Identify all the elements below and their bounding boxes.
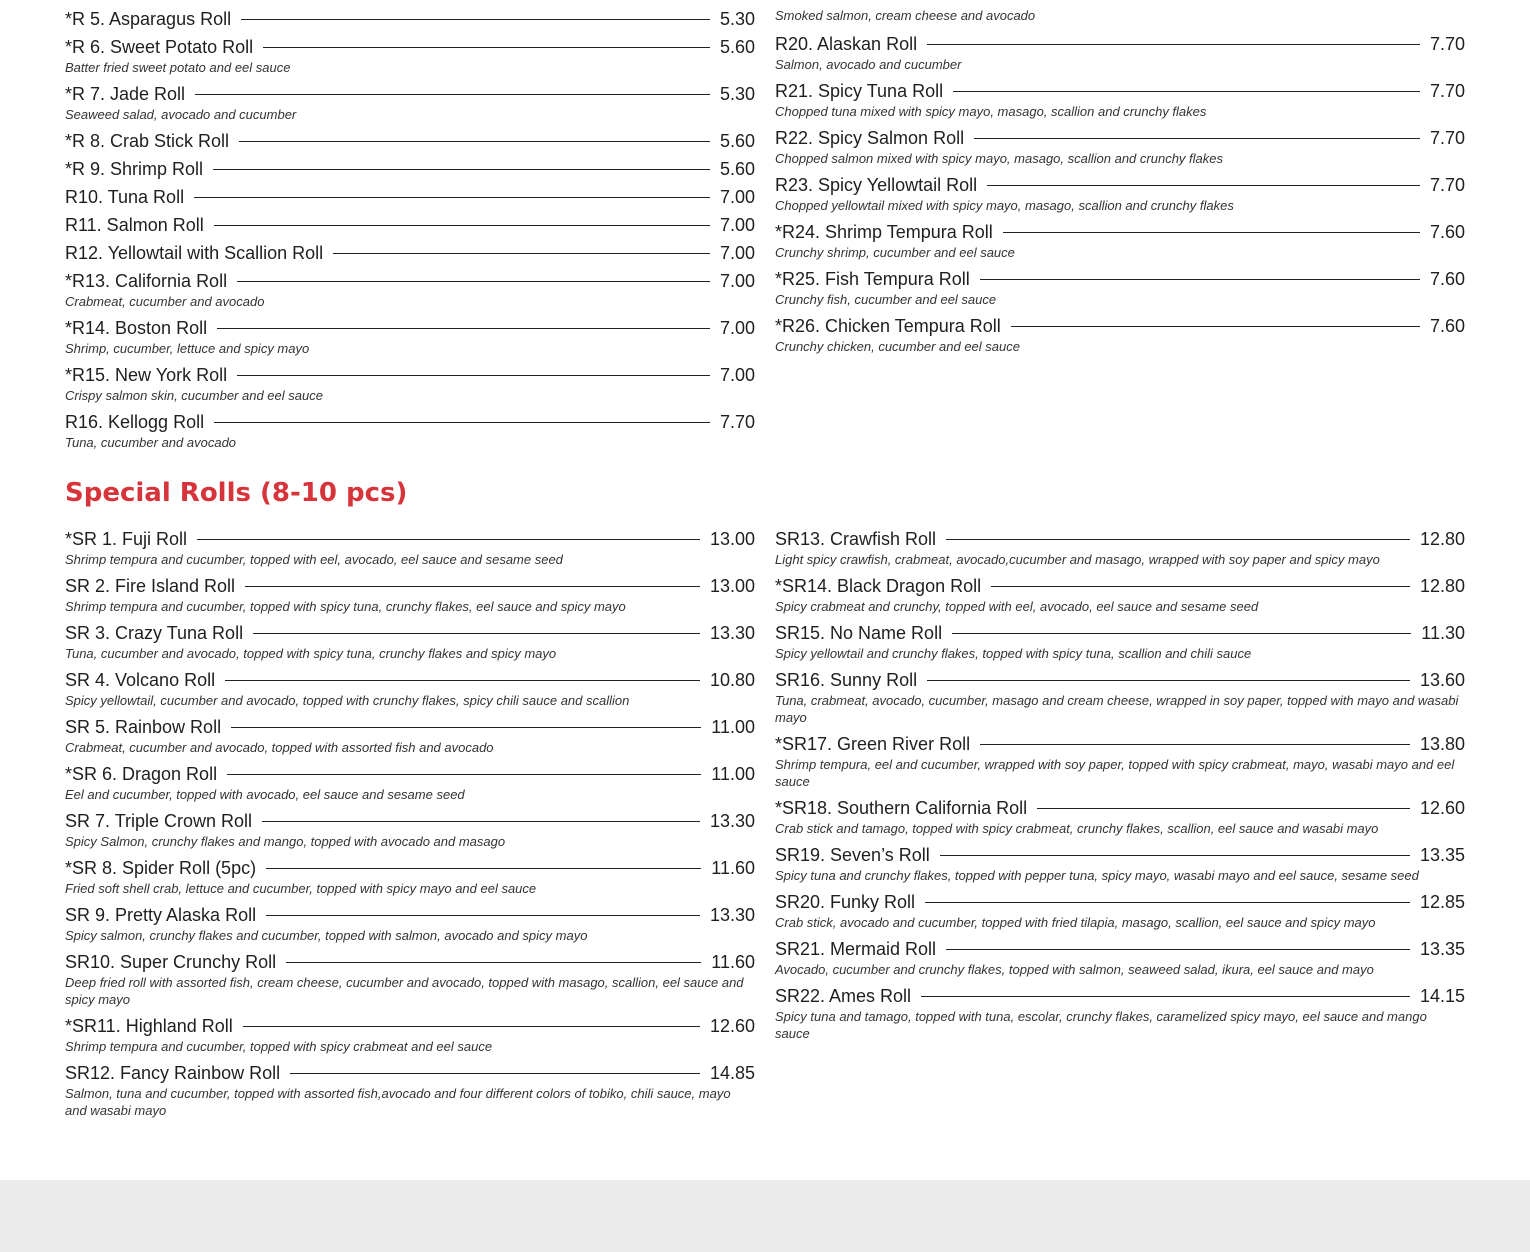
item-name: *SR17. Green River Roll [775, 733, 971, 754]
menu-item [65, 857, 755, 897]
item-description: Fried soft shell crab, lettuce and cucumber, topped with spicy mayo and eel sauce [65, 881, 537, 896]
dotted-leader [194, 197, 710, 198]
item-description: Crabmeat, cucumber and avocado [65, 294, 265, 309]
item-name: SR16. Sunny Roll [775, 669, 918, 690]
dotted-leader [197, 539, 700, 540]
dotted-leader [231, 727, 701, 728]
item-name: *R 9. Shrimp Roll [65, 158, 204, 179]
item-name: R16. Kellogg Roll [65, 411, 205, 432]
item-price: 13.00 [709, 575, 755, 596]
item-price: 11.60 [711, 857, 755, 878]
item-name: *SR 8. Spider Roll (5pc) [65, 857, 257, 878]
dotted-leader [946, 539, 1410, 540]
item-name: *R26. Chicken Tempura Roll [775, 315, 1001, 336]
item-price: 12.60 [709, 1015, 755, 1036]
item-name: SR20. Funky Roll [775, 891, 916, 912]
menu-item [775, 221, 1465, 261]
item-price: 12.85 [1419, 891, 1465, 912]
menu-item [775, 268, 1465, 308]
rolls-left-column [65, 8, 755, 458]
item-name: *SR 6. Dragon Roll [65, 763, 218, 784]
menu-item [775, 528, 1465, 568]
menu-item [65, 83, 755, 123]
item-price: 12.80 [1419, 575, 1465, 596]
item-name: *R 6. Sweet Potato Roll [65, 36, 254, 57]
item-price: 7.00 [719, 242, 755, 263]
item-price: 11.00 [711, 716, 755, 737]
item-price: 7.70 [1429, 127, 1465, 148]
menu-item [775, 127, 1465, 167]
item-price: 12.80 [1419, 528, 1465, 549]
item-name: SR 2. Fire Island Roll [65, 575, 236, 596]
item-description: Spicy yellowtail and crunchy flakes, topped with spicy tuna, scallion and chili sauce [775, 646, 1252, 661]
item-name: SR21. Mermaid Roll [775, 938, 937, 959]
item-price: 5.60 [719, 130, 755, 151]
menu-item [65, 575, 755, 615]
menu-item [775, 985, 1465, 1042]
item-name: SR15. No Name Roll [775, 622, 943, 643]
dotted-leader [266, 868, 701, 869]
menu-item [65, 186, 755, 208]
menu-item [775, 33, 1465, 73]
menu-item [65, 1062, 755, 1119]
item-description: Crunchy chicken, cucumber and eel sauce [775, 339, 1020, 354]
item-name: R23. Spicy Yellowtail Roll [775, 174, 978, 195]
menu-item [65, 270, 755, 310]
menu-item [65, 214, 755, 236]
item-description: Crunchy shrimp, cucumber and eel sauce [775, 245, 1015, 260]
item-description: Tuna, cucumber and avocado [65, 435, 237, 450]
item-name: *SR18. Southern California Roll [775, 797, 1028, 818]
menu-item [65, 242, 755, 264]
menu-item [775, 797, 1465, 837]
item-name: *SR 1. Fuji Roll [65, 528, 188, 549]
item-description: Chopped yellowtail mixed with spicy mayo, masago, scallion and crunchy flakes [775, 198, 1234, 213]
item-price: 7.70 [1429, 33, 1465, 54]
item-price: 14.85 [709, 1062, 755, 1083]
menu-item [775, 938, 1465, 978]
item-name: R22. Spicy Salmon Roll [775, 127, 965, 148]
item-price: 13.30 [709, 810, 755, 831]
menu-item [775, 575, 1465, 615]
dotted-leader [940, 855, 1410, 856]
menu-item [775, 174, 1465, 214]
dotted-leader [217, 328, 710, 329]
item-price: 7.70 [1429, 80, 1465, 101]
section-title-special-rolls: Special Rolls (8-10 pcs) [65, 478, 408, 508]
item-price: 13.35 [1419, 938, 1465, 959]
item-price: 13.60 [1419, 669, 1465, 690]
footer-band [0, 1180, 1530, 1252]
item-price: 13.30 [709, 622, 755, 643]
dotted-leader [214, 225, 710, 226]
item-name: *R14. Boston Roll [65, 317, 208, 338]
item-name: *SR11. Highland Roll [65, 1015, 233, 1036]
dotted-leader [980, 744, 1410, 745]
item-price: 7.70 [719, 411, 755, 432]
item-price: 7.00 [719, 317, 755, 338]
menu-item [775, 733, 1465, 790]
item-name: SR13. Crawfish Roll [775, 528, 937, 549]
item-price: 7.60 [1429, 268, 1465, 289]
dotted-leader [952, 633, 1411, 634]
dotted-leader [290, 1073, 700, 1074]
item-price: 13.30 [709, 904, 755, 925]
item-description: Tuna, cucumber and avocado, topped with spicy tuna, crunchy flakes and spicy mayo [65, 646, 557, 661]
item-price: 13.00 [709, 528, 755, 549]
item-description: Spicy tuna and crunchy flakes, topped with pepper tuna, spicy mayo, wasabi mayo and eel sauce, sesame seed [775, 868, 1419, 883]
special-left-column [65, 528, 755, 1126]
item-price: 7.60 [1429, 221, 1465, 242]
item-price: 14.15 [1419, 985, 1465, 1006]
dotted-leader [262, 821, 700, 822]
item-price: 5.60 [719, 158, 755, 179]
item-name: *R 8. Crab Stick Roll [65, 130, 230, 151]
item-description: Seaweed salad, avocado and cucumber [65, 107, 297, 122]
item-description: Spicy tuna and tamago, topped with tuna, escolar, crunchy flakes, caramelized spicy mayo, eel sauce and mango sauce [775, 1009, 1427, 1041]
item-price: 5.30 [719, 8, 755, 29]
dotted-leader [974, 138, 1420, 139]
item-name: SR 4. Volcano Roll [65, 669, 216, 690]
menu-item [775, 891, 1465, 931]
item-description: Spicy yellowtail, cucumber and avocado, topped with crunchy flakes, spicy chili sauce and scallion [65, 693, 630, 708]
item-name: SR19. Seven’s Roll [775, 844, 930, 865]
item-name: *R 7. Jade Roll [65, 83, 186, 104]
menu-item [775, 622, 1465, 662]
item-description: Spicy Salmon, crunchy flakes and mango, topped with avocado and masago [65, 834, 506, 849]
item-description: Deep fried roll with assorted fish, cream cheese, cucumber and avocado, topped with masago, scallion, eel sauce and spicy mayo [65, 975, 744, 1007]
item-price: 5.30 [719, 83, 755, 104]
item-name: SR10. Super Crunchy Roll [65, 951, 277, 972]
item-description: Shrimp tempura and cucumber, topped with eel, avocado, eel sauce and sesame seed [65, 552, 563, 567]
item-price: 7.00 [719, 186, 755, 207]
dotted-leader [946, 949, 1410, 950]
item-price: 7.00 [719, 364, 755, 385]
menu-item [775, 669, 1465, 726]
item-price: 10.80 [709, 669, 755, 690]
item-name: *R25. Fish Tempura Roll [775, 268, 970, 289]
dotted-leader [195, 94, 710, 95]
dotted-leader [245, 586, 700, 587]
item-name: R11. Salmon Roll [65, 214, 204, 235]
item-price: 13.35 [1419, 844, 1465, 865]
menu-item [65, 622, 755, 662]
item-name: SR 3. Crazy Tuna Roll [65, 622, 244, 643]
item-description: Salmon, avocado and cucumber [775, 57, 962, 72]
item-name: SR 7. Triple Crown Roll [65, 810, 253, 831]
dotted-leader [333, 253, 710, 254]
item-description: Salmon, tuna and cucumber, topped with assorted fish,avocado and four different colors of tobiko, chili sauce, mayo and wasabi mayo [65, 1086, 731, 1118]
menu-item [65, 951, 755, 1008]
menu-item [65, 8, 755, 30]
dotted-leader [253, 633, 700, 634]
dotted-leader [1003, 232, 1420, 233]
item-description: Chopped tuna mixed with spicy mayo, masago, scallion and crunchy flakes [775, 104, 1207, 119]
dotted-leader [927, 44, 1420, 45]
item-name: SR 5. Rainbow Roll [65, 716, 222, 737]
item-name: *R24. Shrimp Tempura Roll [775, 221, 993, 242]
menu-item [65, 411, 755, 451]
dotted-leader [263, 47, 710, 48]
item-price: 7.00 [719, 214, 755, 235]
dotted-leader [227, 774, 701, 775]
item-name: R20. Alaskan Roll [775, 33, 918, 54]
item-name: SR12. Fancy Rainbow Roll [65, 1062, 281, 1083]
item-description: Chopped salmon mixed with spicy mayo, masago, scallion and crunchy flakes [775, 151, 1223, 166]
item-name: R21. Spicy Tuna Roll [775, 80, 944, 101]
menu-item [65, 810, 755, 850]
item-description: Eel and cucumber, topped with avocado, eel sauce and sesame seed [65, 787, 465, 802]
dotted-leader [237, 375, 710, 376]
item-price: 5.60 [719, 36, 755, 57]
dotted-leader [980, 279, 1420, 280]
menu-item [65, 317, 755, 357]
item-description: Crab stick and tamago, topped with spicy crabmeat, crunchy flakes, scallion, eel sauce and wasabi mayo [775, 821, 1379, 836]
special-right-column [775, 528, 1465, 1049]
item-description: Spicy crabmeat and crunchy, topped with eel, avocado, eel sauce and sesame seed [775, 599, 1259, 614]
dotted-leader [243, 1026, 700, 1027]
dotted-leader [927, 680, 1410, 681]
dotted-leader [213, 169, 710, 170]
item-name: R10. Tuna Roll [65, 186, 185, 207]
item-price: 12.60 [1419, 797, 1465, 818]
item-description: Smoked salmon, cream cheese and avocado [775, 8, 1036, 23]
dotted-leader [987, 185, 1420, 186]
menu-item [65, 158, 755, 180]
menu-item [65, 528, 755, 568]
dotted-leader [1011, 326, 1420, 327]
rolls-right-column [775, 6, 1465, 362]
dotted-leader [921, 996, 1410, 997]
item-description: Avocado, cucumber and crunchy flakes, topped with salmon, seaweed salad, ikura, eel sauce and mayo [775, 962, 1374, 977]
menu-item [775, 80, 1465, 120]
menu-item [65, 130, 755, 152]
item-name: *R 5. Asparagus Roll [65, 8, 232, 29]
item-description: Batter fried sweet potato and eel sauce [65, 60, 291, 75]
dotted-leader [1037, 808, 1410, 809]
item-price: 7.70 [1429, 174, 1465, 195]
item-description: Crabmeat, cucumber and avocado, topped with assorted fish and avocado [65, 740, 494, 755]
menu-item [65, 364, 755, 404]
dotted-leader [953, 91, 1420, 92]
dotted-leader [241, 19, 710, 20]
dotted-leader [225, 680, 700, 681]
item-description: Tuna, crabmeat, avocado, cucumber, masago and cream cheese, wrapped in soy paper, topped with mayo and wasabi mayo [775, 693, 1459, 725]
item-price: 11.30 [1421, 622, 1465, 643]
item-price: 7.00 [719, 270, 755, 291]
item-price: 13.80 [1419, 733, 1465, 754]
item-name: *R15. New York Roll [65, 364, 228, 385]
menu-item [65, 1015, 755, 1055]
item-description: Light spicy crawfish, crabmeat, avocado,cucumber and masago, wrapped with soy paper and spicy mayo [775, 552, 1380, 567]
item-description: Crunchy fish, cucumber and eel sauce [775, 292, 997, 307]
dotted-leader [266, 915, 700, 916]
dotted-leader [991, 586, 1410, 587]
item-description: Crispy salmon skin, cucumber and eel sauce [65, 388, 323, 403]
item-name: *R13. California Roll [65, 270, 228, 291]
dotted-leader [214, 422, 710, 423]
menu-item [775, 844, 1465, 884]
dotted-leader [237, 281, 710, 282]
item-name: SR 9. Pretty Alaska Roll [65, 904, 257, 925]
menu-item [65, 763, 755, 803]
menu-item [775, 315, 1465, 355]
item-name: SR22. Ames Roll [775, 985, 912, 1006]
menu-item [65, 716, 755, 756]
item-description: Crab stick, avocado and cucumber, topped with fried tilapia, masago, scallion, eel sauce and spicy mayo [775, 915, 1376, 930]
item-description: Spicy salmon, crunchy flakes and cucumber, topped with salmon, avocado and spicy mayo [65, 928, 588, 943]
item-price: 11.60 [711, 951, 755, 972]
item-price: 11.00 [711, 763, 755, 784]
dotted-leader [239, 141, 710, 142]
item-description: Shrimp tempura and cucumber, topped with spicy tuna, crunchy flakes, eel sauce and spicy mayo [65, 599, 626, 614]
dotted-leader [925, 902, 1410, 903]
item-description: Shrimp tempura and cucumber, topped with spicy crabmeat and eel sauce [65, 1039, 493, 1054]
menu-item [65, 904, 755, 944]
item-price: 7.60 [1429, 315, 1465, 336]
menu-item [65, 36, 755, 76]
item-name: R12. Yellowtail with Scallion Roll [65, 242, 324, 263]
item-description: Shrimp tempura, eel and cucumber, wrapped with soy paper, topped with spicy crabmeat, mayo, wasabi mayo and eel sauce [775, 757, 1455, 789]
item-description: Shrimp, cucumber, lettuce and spicy mayo [65, 341, 310, 356]
item-name: *SR14. Black Dragon Roll [775, 575, 982, 596]
menu-item [65, 669, 755, 709]
dotted-leader [286, 962, 701, 963]
